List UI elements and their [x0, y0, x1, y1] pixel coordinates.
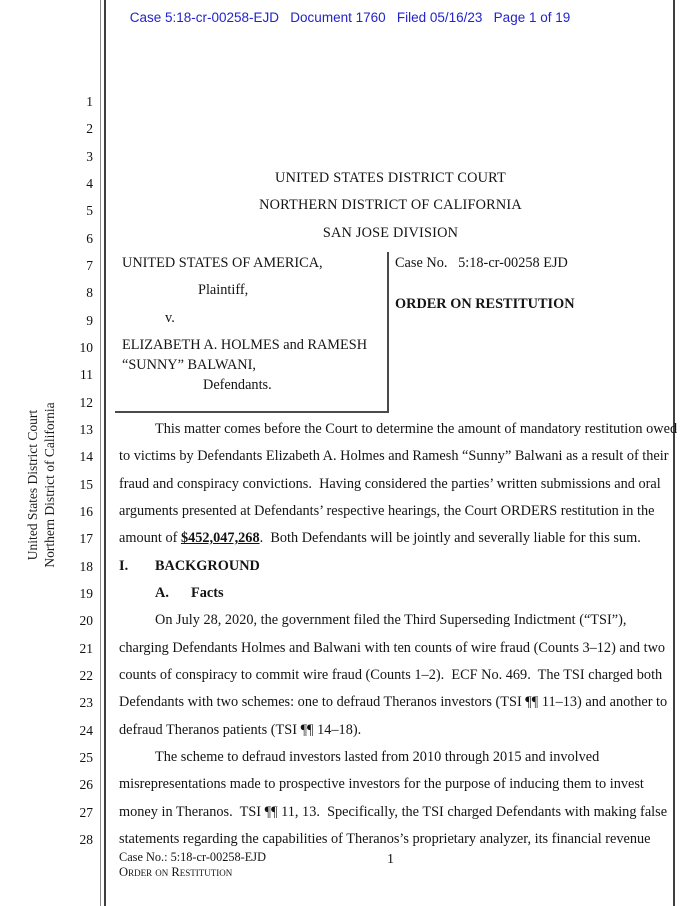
- body-line-21: charging Defendants Holmes and Balwani with ten counts of wire fraud (Counts 3–12) and two: [119, 640, 666, 656]
- restitution-amount: $452,047,268: [180, 530, 260, 546]
- line-number: 21: [79, 640, 93, 656]
- body-line-17: [119, 525, 679, 553]
- plaintiff-label: Plaintiff,: [198, 282, 249, 298]
- plaintiff-name: UNITED STATES OF AMERICA,: [122, 255, 323, 271]
- heading-background-text: BACKGROUND: [155, 558, 260, 574]
- court-title-line2: NORTHERN DISTRICT OF CALIFORNIA: [259, 197, 522, 213]
- line-number: 25: [79, 749, 93, 765]
- ecf-filing-header: Case 5:18-cr-00258-EJD Document 1760 Filed 05/16/23 Page 1 of 19: [129, 10, 571, 25]
- footer-case-number: Case No.: 5:18-cr-00258-EJD: [119, 850, 266, 864]
- body-line-24: defraud Theranos patients (TSI ¶¶ 14–18).: [119, 722, 362, 738]
- line-number: 2: [86, 121, 93, 137]
- line-number: 12: [79, 394, 93, 410]
- body-line-25: The scheme to defraud investors lasted from 2010 through 2015 and involved: [155, 749, 600, 765]
- line-number: 1: [86, 94, 93, 109]
- order-title: ORDER ON RESTITUTION: [395, 296, 575, 312]
- heading-facts-number: A.: [155, 585, 169, 601]
- line-number: 22: [79, 667, 93, 683]
- line-number: 18: [79, 558, 93, 574]
- line-number: 28: [79, 831, 93, 847]
- court-title-line3: SAN JOSE DIVISION: [322, 225, 459, 241]
- case-number: Case No. 5:18-cr-00258 EJD: [395, 255, 568, 271]
- body-line-23: Defendants with two schemes: one to defraud Theranos investors (TSI ¶¶ 11–13) and another to: [119, 694, 668, 710]
- line-number-column: [58, 88, 93, 853]
- line-number: 17: [79, 531, 93, 547]
- caption-bottom-rule: [115, 411, 389, 413]
- line-number: 4: [86, 175, 93, 191]
- page-number: 1: [387, 852, 394, 867]
- heading-facts: [119, 580, 700, 608]
- caption-divider-rule: [387, 252, 389, 411]
- left-margin-rule-inner: [104, 0, 106, 906]
- line-number: 3: [86, 148, 93, 164]
- versus: v.: [165, 310, 175, 326]
- body-line-17-post: . Both Defendants will be jointly and severally liable for this sum.: [259, 530, 641, 546]
- defendants-label: Defendants.: [203, 377, 272, 393]
- body-line-14: to victims by Defendants Elizabeth A. Holmes and Ramesh “Sunny” Balwani as a result of their: [119, 448, 669, 464]
- body-line-13: This matter comes before the Court to determine the amount of mandatory restitution owed: [155, 421, 678, 437]
- defendants-name-line2: “SUNNY” BALWANI,: [122, 356, 256, 373]
- body-line-17-pre: amount of: [119, 530, 181, 546]
- court-name-line2: Northern District of California: [41, 402, 57, 568]
- court-name-vertical: [25, 365, 59, 605]
- body-line-15: fraud and conspiracy convictions. Having considered the parties’ written submissions and oral: [119, 476, 661, 492]
- line-number: 23: [79, 695, 93, 711]
- line-number: 5: [86, 203, 93, 219]
- line-number: 24: [79, 722, 93, 738]
- line-number: 19: [79, 585, 93, 601]
- body-line-16: arguments presented at Defendants’ respective hearings, the Court ORDERS restitution in the: [119, 503, 655, 519]
- line-number: 14: [79, 449, 93, 465]
- line-number: 10: [79, 339, 93, 355]
- court-title-line1: UNITED STATES DISTRICT COURT: [275, 170, 506, 186]
- line-number: 11: [80, 367, 93, 383]
- line-number: 9: [86, 312, 93, 328]
- line-number: 16: [79, 503, 93, 519]
- body-line-28: statements regarding the capabilities of Theranos’s proprietary analyzer, its financial revenue: [119, 831, 651, 847]
- defendants-name-line1: ELIZABETH A. HOLMES and RAMESH: [122, 337, 368, 353]
- line-number: 20: [79, 613, 93, 629]
- line-number: 15: [79, 476, 93, 492]
- line-number: 8: [86, 285, 93, 301]
- line-number: 13: [79, 421, 93, 437]
- defendants-names: [122, 336, 367, 375]
- heading-facts-text: Facts: [191, 585, 224, 601]
- left-margin-rule-outer: [100, 0, 101, 906]
- line-number: 26: [79, 777, 93, 793]
- body-line-26: misrepresentations made to prospective investors for the purpose of inducing them to invest: [119, 776, 644, 792]
- line-number: 6: [86, 230, 93, 246]
- body-line-20: On July 28, 2020, the government filed the Third Superseding Indictment (“TSI”),: [155, 612, 627, 628]
- body-line-27: money in Theranos. TSI ¶¶ 11, 13. Specifically, the TSI charged Defendants with making false: [119, 804, 668, 820]
- line-number: 7: [86, 257, 93, 273]
- court-name-line1: United States District Court: [25, 409, 40, 561]
- line-number: 27: [79, 804, 93, 820]
- body-line-22: counts of conspiracy to commit wire fraud (Counts 1–2). ECF No. 469. The TSI charged both: [119, 667, 663, 683]
- heading-background: [119, 553, 679, 581]
- heading-background-number: I.: [119, 558, 129, 574]
- footer-doc-title: Order on Restitution: [119, 865, 233, 879]
